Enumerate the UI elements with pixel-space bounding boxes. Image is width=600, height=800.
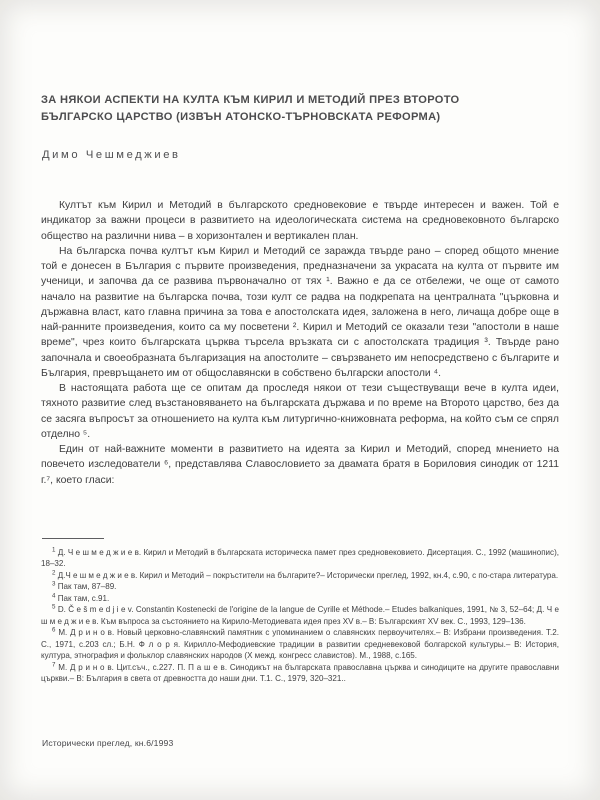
footnote-text: D. Č e š m e d j i e v. Constantin Kostenecki de l'origine de la langue de Cyrille et Méthode.– Etudes balkaniques, 1991, № 3, 52–64; Д. Ч е ш м е д ж и е в. Към въпроса за състоянието на Кирило-Методиевата идея през XV в.– В: Българският XV век. С., 1993, 129–136. (41, 605, 559, 626)
footnote-separator-rule (42, 538, 104, 539)
footnote-number: 1 (52, 546, 56, 554)
article-body (41, 198, 559, 488)
footnote-number: 4 (52, 592, 56, 600)
footnote-text: М. Д р и н о в. Новый церковно-славянский памятник с упоминанием о славянских первоучителях.– В: Избрани произведения. Т.2. С., 1971, с.203 сл.; Б.Н. Ф л о р я. Кирилло-Мефодиевские традиции в развитии средневековой болгарской культуры.– В: История, култура, этнография и фольклор славянских народов (X межд. конгресс славистов). М., 1988, с.165. (41, 628, 559, 661)
footnote-item (41, 604, 559, 627)
footnote-item (41, 547, 559, 570)
footnote-item (41, 593, 559, 604)
page-title (41, 92, 557, 125)
body-paragraph: Един от най-важните моменти в развитието на идеята за Кирил и Методий, според мнението на повечето изследователи ⁶, представлява Славословието за двамата братя в Бориловия синодик от 1211 г.⁷, което гласи: (41, 444, 559, 486)
footnote-number: 5 (52, 603, 56, 611)
footnotes-section (41, 547, 559, 684)
body-paragraph: На българска почва култът към Кирил и Методий се заражда твърде рано – според общото мнение той е донесен в България с първите произведения, предназначени за украсата на култа от първите им ученици, и започва да се развива първоначално от тях ¹. Важно е да се отбележи, че още от самото начало на развитие на българска почва, този култ се радва на подкрепата на централната "църковна и държавна власт, като главна причина за това е апостолската идея, заложена в него, личаща добре още в най-ранните произведения, които са му посветени ². Кирил и Методий се оказали тези "апостоли в наше време", чрез които българската църква търсела връзката си с апостолската традиция ³. Твърде рано започнала и своеобразната българизация на апостолите – свързването им непосредствено с българите и България, превръщането им от общославянски в собствено български апостоли ⁴. (41, 245, 559, 379)
page-content (41, 0, 559, 800)
title-line-2: БЪЛГАРСКО ЦАРСТВО (ИЗВЪН АТОНСКО-ТЪРНОВСКАТА РЕФОРМА) (41, 110, 441, 123)
footnote-item (41, 662, 559, 685)
journal-footer: Исторически преглед, кн.6/1993 (42, 738, 174, 748)
body-paragraph: Култът към Кирил и Методий в българското средновековие е твърде интересен и важен. Той е индикатор за важни процеси в развитието на идеологическата система на средновековното българско общество на различни нива – в хоризонтален и вертикален план. (41, 200, 559, 242)
footnote-number: 2 (52, 569, 56, 577)
footnote-number: 3 (52, 580, 56, 588)
footnote-number: 6 (52, 626, 56, 634)
footnote-text: Д.Ч е ш м е д ж и е в. Кирил и Методий – покръстители на българите?– Исторически преглед, 1992, кн.4, с.90, с по-стара литература. (57, 570, 559, 580)
title-line-1: ЗА НЯКОИ АСПЕКТИ НА КУЛТА КЪМ КИРИЛ И МЕТОДИЙ ПРЕЗ ВТОРОТО (41, 94, 460, 106)
footnote-item (41, 570, 559, 581)
footnote-number: 7 (52, 660, 56, 668)
footnote-text: Пак там, с.91. (57, 593, 110, 603)
footnote-text: М. Д р и н о в. Цит.съч., с.227. П. П а ш е в. Синодикът на българската православна църква и синодиците на другите православни църкви.– В: България в света от древността до наши дни. Т.1. С., 1979, 320–321.. (41, 662, 559, 683)
author-name: Димо Чешмеджиев (42, 149, 181, 161)
footnote-text: Д. Ч е ш м е д ж и е в. Кирил и Методий в българската историческа памет през средновековието. Дисертация. С., 1992 (машинопис), 18–32. (41, 548, 559, 569)
footnote-item (41, 627, 559, 661)
footnote-text: Пак там, 87–89. (57, 582, 117, 592)
body-paragraph: В настоящата работа ще се опитам да проследя някои от тези съществуващи вече в култа идеи, тяхното развитие след възстановяването на българската държава и по време на Второто царство, без да се засяга въпросът за отношението на култа към литургично-книжовната реформа, на който съм се спрял отделно ⁵. (41, 383, 559, 440)
footnote-item (41, 581, 559, 592)
